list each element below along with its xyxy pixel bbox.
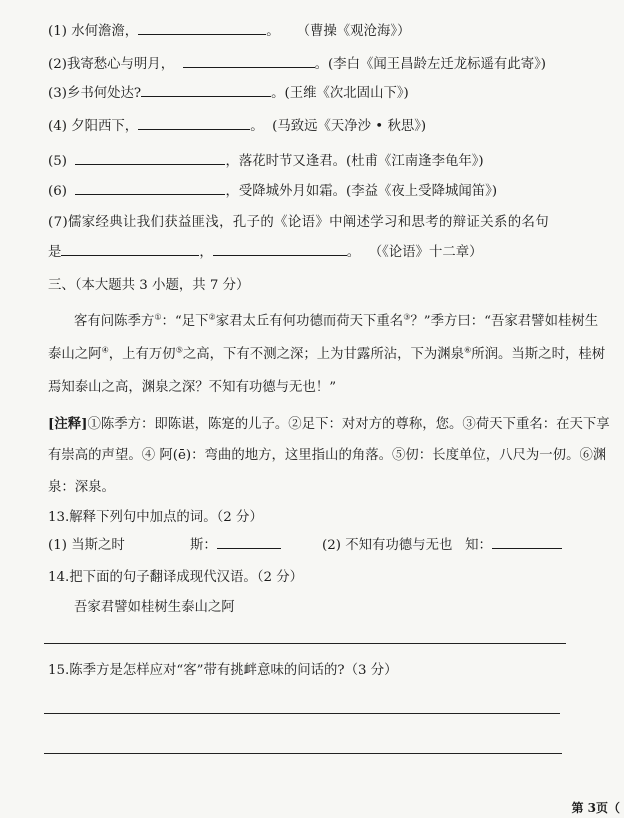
q1-prefix: (1) 水何澹澹，: [48, 24, 139, 39]
q1-source: （曹操《观沧海》）: [296, 24, 411, 39]
passage-text: ，上有万仞: [108, 347, 176, 362]
q15-answer-line-2[interactable]: [44, 753, 562, 754]
footnote-marker: ④: [101, 345, 109, 355]
q2-answer-blank[interactable]: [183, 55, 315, 68]
footnote-marker: ①: [154, 312, 162, 322]
q2-source: (李白《闻王昌龄左迁龙标遥有此寄》): [328, 57, 546, 72]
q4-prefix: (4) 夕阳西下，: [48, 119, 139, 134]
q1-line: [48, 22, 410, 42]
q14-answer-line[interactable]: [44, 643, 566, 644]
q14-sentence: 吾家君譬如桂树生泰山之阿: [74, 600, 235, 615]
passage-text: 所润。当斯之时，桂树: [471, 347, 606, 362]
q3-prefix: (3)乡书何处达?: [48, 86, 142, 101]
q3-line: [48, 84, 409, 104]
q13-a-answer: [190, 536, 281, 556]
q5-rest: ，落花时节又逢君。(杜甫《江南逢李龟年》): [225, 154, 484, 169]
notes-line-1: [48, 414, 610, 435]
q4-answer-blank[interactable]: [138, 117, 250, 130]
q7-line-2: [48, 243, 483, 263]
q4-line: [48, 117, 426, 137]
q3-answer-blank[interactable]: [141, 84, 271, 97]
q4-source: (马致远《天净沙 • 秋思》): [272, 119, 427, 134]
q7-comma: ，: [199, 245, 213, 260]
q13-title: 13.解释下列句中加点的词。（2 分）: [48, 510, 263, 525]
q13-a-word: 斯：: [190, 538, 217, 553]
footnote-marker: ③: [403, 312, 411, 322]
q13-b-answer-blank[interactable]: [492, 536, 562, 549]
passage-text: 之高，下有不测之深；上为甘露所沾，下为渊泉: [182, 347, 465, 362]
q5-answer-blank[interactable]: [75, 152, 225, 165]
passage-line-1: [74, 312, 598, 332]
q6-rest: ，受降城外月如霜。(李益《夜上受降城闻笛》): [225, 184, 498, 199]
passage-line-2: [48, 345, 605, 365]
q7-source: （《论语》十二章）: [368, 245, 483, 260]
footnote-marker: ⑤: [175, 345, 183, 355]
q7-prefix: 是: [48, 245, 62, 260]
passage-line-3: 焉知泰山之高，渊泉之深？不知有功德与无也！”: [48, 380, 337, 395]
q3-source: (王维《次北固山下》): [284, 86, 409, 101]
q14-title: 14.把下面的句子翻译成现代汉语。（2 分）: [48, 570, 304, 585]
notes-line-3: 泉：深泉。: [48, 480, 115, 495]
q13-part-b: [322, 536, 562, 556]
q6-answer-blank[interactable]: [75, 182, 225, 195]
q2-line: [48, 55, 546, 75]
q4-period: 。: [250, 119, 264, 134]
q13-b-sentence: (2) 不知有功德与无也: [322, 538, 453, 553]
footnote-marker: ⑥: [464, 345, 472, 355]
q2-prefix: (2)我寄愁心与明月，: [48, 57, 175, 72]
notes-label: [注释]: [48, 416, 88, 432]
q7-answer-blank-1[interactable]: [61, 243, 199, 256]
q1-answer-blank[interactable]: [138, 22, 266, 35]
passage-text: 客有问陈季方: [74, 314, 155, 329]
section-3-title: 三、（本大题共 3 小题，共 7 分）: [48, 278, 250, 293]
passage-text: ？”季方曰：“吾家君譬如桂树生: [410, 314, 599, 329]
q7-period: 。: [346, 245, 361, 260]
q6-line: [48, 182, 497, 202]
passage-text: ：“足下: [161, 314, 209, 329]
q13-b-word: 知：: [465, 538, 492, 553]
footnote-marker: ②: [208, 312, 216, 322]
passage-text: 家君太丘有何功德而荷天下重名: [215, 314, 404, 329]
q6-prefix: (6): [48, 184, 67, 199]
q15-title: 15.陈季方是怎样应对“客”带有挑衅意味的问话的?（3 分）: [48, 663, 398, 678]
page-number: 第 3页（: [571, 801, 620, 815]
q15-answer-line-1[interactable]: [44, 713, 560, 714]
q13-a-answer-blank[interactable]: [217, 536, 281, 549]
q7-answer-blank-2[interactable]: [213, 243, 347, 256]
passage-text: 泰山之阿: [48, 347, 102, 362]
q13-a-sentence: (1) 当斯之时: [48, 538, 125, 553]
q5-prefix: (5): [48, 154, 67, 169]
q3-period: 。: [271, 86, 285, 101]
q1-period: 。: [266, 24, 280, 39]
notes-text: ①陈季方：即陈谌，陈寔的儿子。②足下：对对方的尊称，您。③荷天下重名：在天下享: [87, 417, 610, 432]
q2-period: 。: [314, 57, 328, 72]
q13-part-a: [48, 536, 125, 556]
q7-line-1: (7)儒家经典让我们获益匪浅，孔子的《论语》中阐述学习和思考的辩证关系的名句: [48, 215, 549, 230]
notes-line-2: 有崇高的声望。④ 阿(ē)：弯曲的地方，这里指山的角落。⑤仞：长度单位，八尺为一仞。⑥渊: [48, 448, 607, 463]
q5-line: [48, 152, 484, 172]
